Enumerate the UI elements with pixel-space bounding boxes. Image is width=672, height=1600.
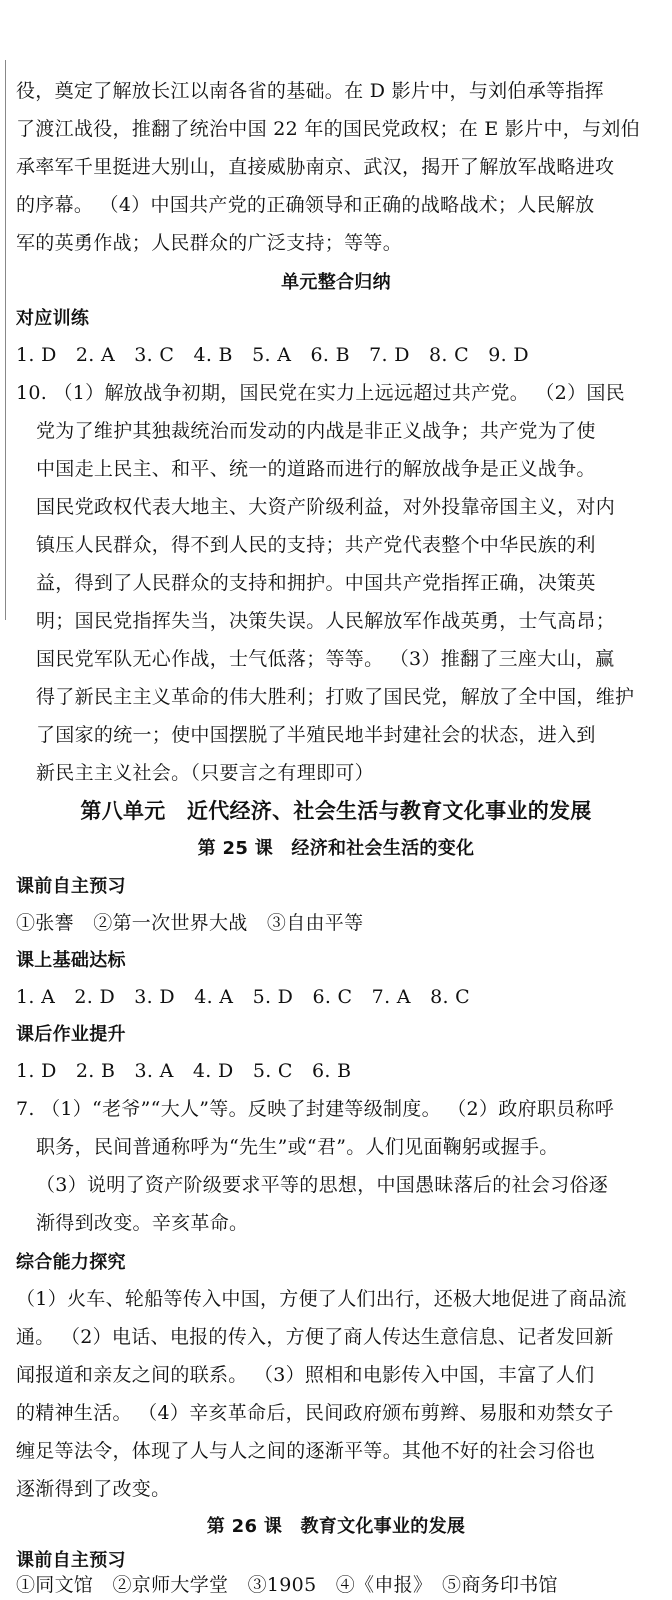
text-line: 明；国民党指挥失当，决策失误。人民解放军作战英勇，士气高昂； — [36, 610, 616, 632]
subsection-heading: 课前自主预习 — [16, 876, 126, 897]
answer-line: ①同文馆 ②京师大学堂 ③1905 ④《申报》 ⑤商务印书馆 — [16, 1574, 558, 1596]
binding-margin-line — [5, 60, 6, 620]
text-line: 了国家的统一；使中国摆脱了半殖民地半封建社会的状态，进入到 — [36, 724, 596, 746]
subsection-heading: 综合能力探究 — [16, 1252, 126, 1273]
text-line: 国民党政权代表大地主、大资产阶级利益，对外投靠帝国主义，对内 — [36, 496, 616, 518]
subsection-heading: 课前自主预习 — [16, 1550, 126, 1571]
answer-line: 1. A 2. D 3. D 4. A 5. D 6. C 7. A 8. C — [16, 986, 470, 1008]
text-line: （1）火车、轮船等传入中国，方便了人们出行，还极大地促进了商品流 — [16, 1288, 627, 1310]
text-line: 镇压人民群众，得不到人民的支持；共产党代表整个中华民族的利 — [36, 534, 596, 556]
answer-line: 1. D 2. A 3. C 4. B 5. A 6. B 7. D 8. C 9. D — [16, 344, 529, 366]
subsection-heading: 对应训练 — [16, 308, 90, 329]
text-line: 得了新民主主义革命的伟大胜利；打败了国民党，解放了全中国，维护 — [36, 686, 635, 708]
text-line: 通。 （2）电话、电报的传入，方便了商人传达生意信息、记者发回新 — [16, 1326, 614, 1348]
text-line: （3）说明了资产阶级要求平等的思想，中国愚昧落后的社会习俗逐 — [36, 1174, 609, 1196]
text-line: 职务，民间普通称呼为“先生”或“君”。人们见面鞠躬或握手。 — [36, 1136, 559, 1158]
subsection-heading: 课后作业提升 — [16, 1024, 126, 1045]
text-line: 渐得到改变。辛亥革命。 — [36, 1212, 249, 1234]
text-line: 党为了维护其独裁统治而发动的内战是非正义战争；共产党为了使 — [36, 420, 596, 442]
unit-title: 第八单元 近代经济、社会生活与教育文化事业的发展 — [80, 799, 592, 823]
text-line: 益，得到了人民群众的支持和拥护。中国共产党指挥正确，决策英 — [36, 572, 596, 594]
answer-line: ①张謇 ②第一次世界大战 ③自由平等 — [16, 912, 364, 934]
text-line: 10. （1）解放战争初期，国民党在实力上远远超过共产党。 （2）国民 — [16, 382, 625, 404]
text-line: 逐渐得到了改变。 — [16, 1478, 171, 1500]
text-line: 中国走上民主、和平、统一的道路而进行的解放战争是正义战争。 — [36, 458, 596, 480]
text-line: 缠足等法令，体现了人与人之间的逐渐平等。其他不好的社会习俗也 — [16, 1440, 596, 1462]
subsection-heading: 课上基础达标 — [16, 950, 126, 971]
text-line: 的序幕。 （4）中国共产党的正确领导和正确的战略战术；人民解放 — [16, 194, 595, 216]
section-heading: 单元整合归纳 — [281, 272, 391, 293]
text-line: 的精神生活。 （4）辛亥革命后，民间政府颁布剪辫、易服和劝禁女子 — [16, 1402, 614, 1424]
answer-line: 1. D 2. B 3. A 4. D 5. C 6. B — [16, 1060, 352, 1082]
text-line: 闻报道和亲友之间的联系。 （3）照相和电影传入中国，丰富了人们 — [16, 1364, 595, 1386]
text-line: 7. （1）“老爷”“大人”等。反映了封建等级制度。 （2）政府职员称呼 — [16, 1098, 615, 1120]
text-line: 国民党军队无心作战，士气低落；等等。 （3）推翻了三座大山，赢 — [36, 648, 615, 670]
lesson-title: 第 26 课 教育文化事业的发展 — [206, 1516, 466, 1537]
text-line: 军的英勇作战；人民群众的广泛支持；等等。 — [16, 232, 403, 254]
text-line: 了渡江战役，推翻了统治中国 22 年的国民党政权；在 E 影片中，与刘伯 — [16, 118, 641, 140]
text-line: 役，奠定了解放长江以南各省的基础。在 D 影片中，与刘伯承等指挥 — [16, 80, 604, 102]
text-line: 新民主主义社会。（只要言之有理即可） — [36, 762, 374, 784]
lesson-title: 第 25 课 经济和社会生活的变化 — [197, 838, 475, 859]
text-line: 承率军千里挺进大别山，直接威胁南京、武汉，揭开了解放军战略进攻 — [16, 156, 615, 178]
